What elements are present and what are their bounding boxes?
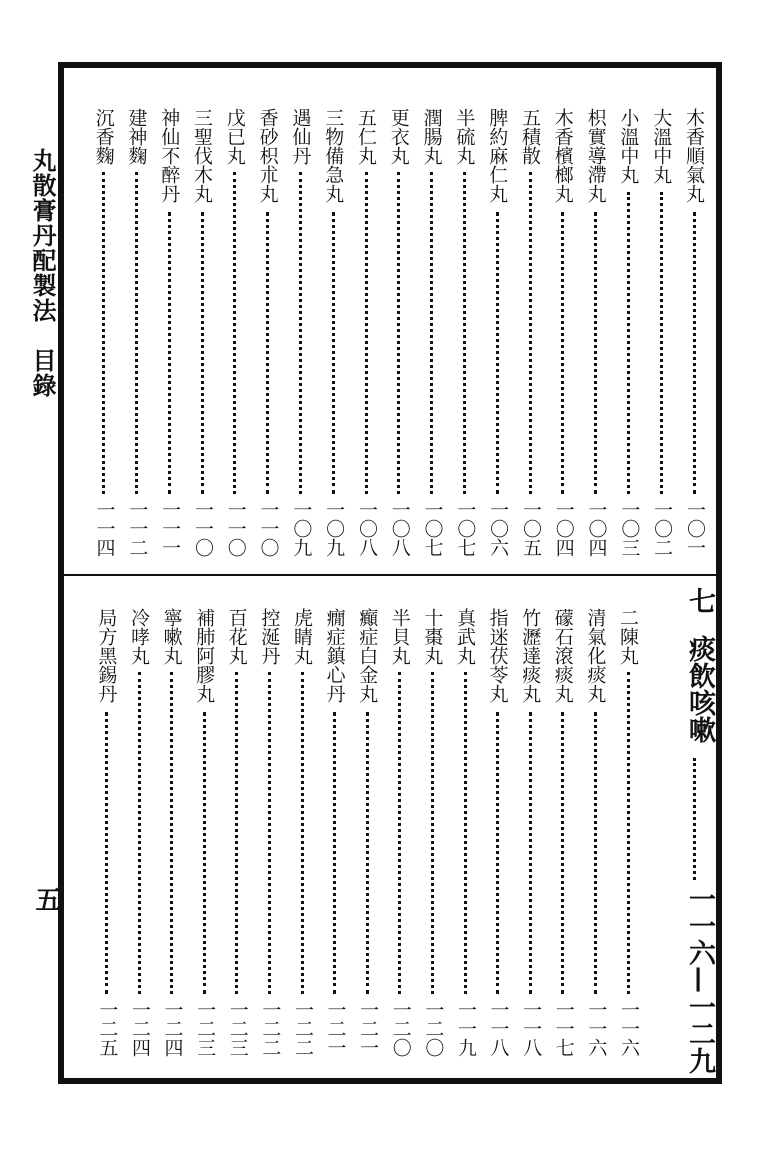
toc-entry xyxy=(223,108,247,560)
toc-leader-dots xyxy=(398,672,401,994)
toc-entry-page: 一一〇 xyxy=(257,500,280,557)
toc-entry xyxy=(519,108,542,560)
toc-leader-dots xyxy=(332,212,335,494)
toc-entry xyxy=(355,108,378,560)
toc-leader-dots xyxy=(203,712,206,994)
toc-entry-page: 一一七 xyxy=(552,1000,575,1057)
toc-entry-name: 局方黑錫丹 xyxy=(95,608,118,703)
toc-leader-dots xyxy=(365,172,368,494)
toc-entry-name: 戊已丸 xyxy=(223,108,246,165)
toc-entry-name: 補肺阿膠丸 xyxy=(193,608,216,703)
toc-entry-name: 木香順氣丸 xyxy=(683,108,705,203)
toc-entry-page: 一一八 xyxy=(487,1000,510,1057)
toc-entry-name: 三聖伐木丸 xyxy=(191,108,213,203)
toc-entry-name: 礞石滾痰丸 xyxy=(551,608,574,703)
toc-entry-name: 清氣化痰丸 xyxy=(584,608,607,703)
toc-entry xyxy=(225,608,249,1060)
toc-entry xyxy=(617,608,640,1060)
toc-entry-page: 一二四 xyxy=(161,1000,184,1057)
toc-leader-dots xyxy=(138,672,141,994)
toc-entry xyxy=(322,108,346,560)
toc-leader-dots xyxy=(299,172,302,494)
toc-entry-page: 一二四 xyxy=(128,1000,151,1057)
toc-entry-page: 一一〇 xyxy=(224,500,247,557)
toc-leader-dots xyxy=(463,172,466,494)
toc-entry-page: 一一八 xyxy=(520,1000,543,1057)
toc-entry-name: 真武丸 xyxy=(454,608,476,665)
page-number: 五 xyxy=(31,886,61,913)
toc-entry-name: 小溫中丸 xyxy=(617,108,640,184)
toc-entry-name: 五仁丸 xyxy=(355,108,377,165)
toc-entry xyxy=(291,608,314,1060)
section-title: 痰飲咳嗽 xyxy=(684,635,715,743)
toc-entry xyxy=(584,608,608,1060)
toc-entry xyxy=(125,108,149,560)
toc-entry-page: 一二〇 xyxy=(389,1000,412,1057)
toc-entry-page: 一二〇 xyxy=(422,1000,445,1057)
toc-entry-name: 二陳丸 xyxy=(617,608,639,665)
toc-entry-name: 潤腸丸 xyxy=(420,108,443,165)
toc-entry-page: 一〇三 xyxy=(618,500,641,557)
toc-leader-dots xyxy=(366,712,369,994)
toc-entry xyxy=(420,108,444,560)
toc-entry-page: 一一六 xyxy=(585,1000,608,1057)
toc-leader-dots xyxy=(431,672,434,994)
toc-entry-name: 指迷茯苓丸 xyxy=(486,608,509,703)
toc-entry-page: 一〇四 xyxy=(585,500,608,557)
section-number: 七 xyxy=(684,587,715,614)
toc-entry-name: 半貝丸 xyxy=(388,608,411,665)
toc-leader-dots xyxy=(594,212,597,494)
toc-entry xyxy=(193,608,217,1060)
section-page-range: 一一六—一二九 xyxy=(684,885,715,1074)
toc-entry-page: 一〇九 xyxy=(323,500,346,557)
toc-leader-dots xyxy=(627,192,630,494)
toc-leader-dots xyxy=(333,712,336,994)
toc-entry-name: 枳實導滯丸 xyxy=(584,108,607,203)
toc-entry-page: 一〇六 xyxy=(487,500,510,557)
toc-entry-page: 一二五 xyxy=(96,1000,119,1057)
toc-leader-dots xyxy=(496,712,499,994)
toc-leader-dots xyxy=(102,172,105,494)
toc-entry xyxy=(519,608,543,1060)
toc-entry-page: 一〇七 xyxy=(454,500,477,557)
toc-entry xyxy=(128,608,151,1060)
toc-entry-page: 一〇九 xyxy=(290,500,313,557)
toc-entry-page: 一二二 xyxy=(259,1000,282,1057)
toc-entry-name: 半硫丸 xyxy=(453,108,476,165)
toc-entry xyxy=(617,108,641,560)
toc-entry xyxy=(454,608,477,1060)
toc-entry-page: 一一〇 xyxy=(191,500,214,557)
toc-entry xyxy=(584,108,608,560)
toc-leader-dots xyxy=(105,712,108,994)
toc-leader-dots xyxy=(233,172,236,494)
toc-entry-name: 寧嗽丸 xyxy=(160,608,183,665)
toc-entry-name: 十棗丸 xyxy=(421,608,444,665)
toc-entry-page: 一〇四 xyxy=(552,500,575,557)
toc-leader-dots xyxy=(397,172,400,494)
toc-entry-name: 癇症鎮心丹 xyxy=(323,608,346,703)
toc-entry-page: 一〇一 xyxy=(683,500,706,557)
toc-entry xyxy=(256,108,280,560)
toc-entry xyxy=(158,108,182,560)
toc-entry xyxy=(356,608,380,1060)
toc-entry-page: 一〇二 xyxy=(651,500,674,557)
toc-entry-name: 香砂枳朮丸 xyxy=(256,108,279,203)
toc-entry xyxy=(323,608,347,1060)
toc-entry-page: 一〇五 xyxy=(519,500,542,557)
toc-leader-dots xyxy=(529,172,532,494)
toc-leader-dots xyxy=(430,172,433,494)
toc-entry-name: 虎睛丸 xyxy=(291,608,313,665)
toc-entry-name: 控涎丹 xyxy=(258,608,281,665)
toc-entry-name: 三物備急丸 xyxy=(322,108,345,203)
toc-entry-page: 一二二 xyxy=(291,1000,314,1057)
toc-entry-name: 百花丸 xyxy=(225,608,248,665)
section-divider xyxy=(58,574,722,576)
toc-leader-dots xyxy=(627,672,630,994)
toc-leader-dots xyxy=(693,212,696,494)
toc-leader-dots xyxy=(268,672,271,994)
toc-entry-page: 一二三 xyxy=(194,1000,217,1057)
toc-entry xyxy=(486,608,510,1060)
toc-entry-page: 一二三 xyxy=(226,1000,249,1057)
toc-leader-dots xyxy=(594,712,597,994)
toc-entry xyxy=(387,108,411,560)
toc-entry xyxy=(453,108,477,560)
toc-entry-page: 一〇八 xyxy=(355,500,378,557)
toc-entry xyxy=(191,108,214,560)
toc-leader-dots xyxy=(464,672,467,994)
toc-leader-dots xyxy=(235,672,238,994)
section-leader-dots xyxy=(693,758,696,880)
toc-leader-dots xyxy=(561,212,564,494)
toc-entry-page: 一二一 xyxy=(357,1000,380,1057)
toc-leader-dots xyxy=(170,672,173,994)
toc-entry xyxy=(258,608,282,1060)
toc-entry-name: 神仙不醉丹 xyxy=(158,108,181,203)
toc-entry xyxy=(650,108,674,560)
toc-entry-name: 五積散 xyxy=(519,108,541,165)
toc-entry-name: 遇仙丹 xyxy=(289,108,312,165)
toc-entry-page: 一一四 xyxy=(93,500,116,557)
toc-entry xyxy=(289,108,313,560)
toc-leader-dots xyxy=(660,192,663,494)
toc-entry-name: 癲症白金丸 xyxy=(356,608,379,703)
toc-entry-name: 木香檳榔丸 xyxy=(551,108,574,203)
toc-leader-dots xyxy=(529,712,532,994)
toc-entry xyxy=(421,608,445,1060)
toc-entry xyxy=(486,108,510,560)
toc-leader-dots xyxy=(266,212,269,494)
toc-entry xyxy=(388,608,412,1060)
toc-leader-dots xyxy=(561,712,564,994)
toc-entry-page: 一〇七 xyxy=(421,500,444,557)
toc-entry xyxy=(551,608,575,1060)
book-title-margin: 丸散膏丹配製法 目錄 xyxy=(28,148,57,398)
toc-leader-dots xyxy=(135,172,138,494)
toc-entry xyxy=(95,608,119,1060)
toc-entry xyxy=(683,108,706,560)
toc-entry-name: 大溫中丸 xyxy=(650,108,673,184)
toc-entry-page: 一二一 xyxy=(324,1000,347,1057)
toc-entry-page: 一一一 xyxy=(159,500,182,557)
toc-entry-page: 一一六 xyxy=(617,1000,640,1057)
toc-entry xyxy=(160,608,184,1060)
toc-leader-dots xyxy=(301,672,304,994)
toc-entry-name: 冷哮丸 xyxy=(128,608,150,665)
toc-entry xyxy=(551,108,575,560)
toc-entry-name: 脾約麻仁丸 xyxy=(486,108,509,203)
toc-entry-name: 竹瀝達痰丸 xyxy=(519,608,542,703)
toc-entry-name: 更衣丸 xyxy=(387,108,410,165)
toc-entry-page: 一〇八 xyxy=(388,500,411,557)
toc-entry-name: 建神麴 xyxy=(125,108,148,165)
toc-entry-name: 沉香麴 xyxy=(92,108,115,165)
toc-leader-dots xyxy=(168,212,171,494)
toc-leader-dots xyxy=(496,212,499,494)
toc-entry-page: 一一九 xyxy=(454,1000,477,1057)
toc-entry xyxy=(92,108,116,560)
toc-entry-page: 一一二 xyxy=(126,500,149,557)
toc-leader-dots xyxy=(201,212,204,494)
